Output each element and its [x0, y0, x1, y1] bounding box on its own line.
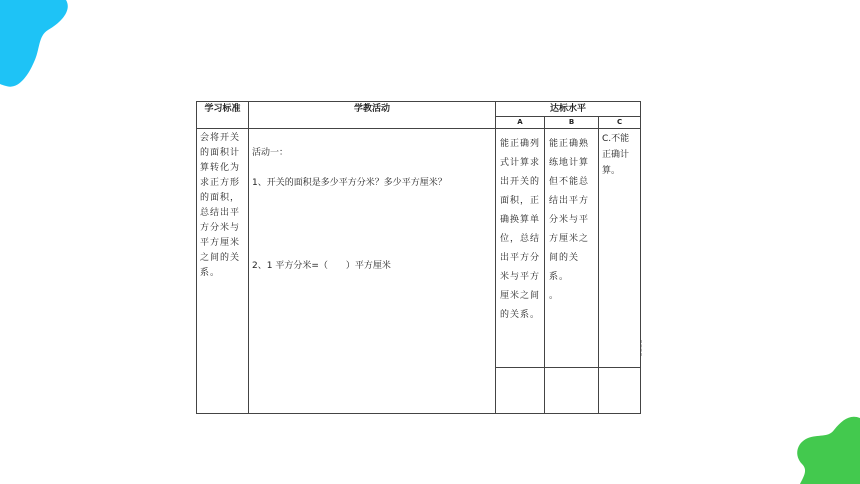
table-row [197, 129, 641, 368]
header-level-a: A [496, 117, 545, 129]
header-activity: 学教活动 [249, 102, 496, 129]
level-b-cell [545, 129, 599, 368]
level-b-text: 能正确熟练地计算但不能总结出平方分米与平方厘米之间的关系。 。 [549, 139, 590, 301]
activity-question-2: 2、1 平方分米=（ ）平方厘米 [252, 261, 391, 271]
header-level-c: C [599, 117, 641, 129]
table-header-row [197, 102, 641, 117]
standard-cell [197, 129, 249, 414]
header-level: 达标水平 [496, 102, 641, 117]
scroll-edge-mark [641, 340, 646, 356]
standard-text: 会将开关的面积计算转化为求正方形的面积，总结出平方分米与平方厘米之间的关系。 [200, 133, 241, 278]
header-level-b: B [545, 117, 599, 129]
activity-title: 活动一： [252, 148, 289, 158]
activity-cell [249, 129, 496, 414]
empty-cell-a [496, 368, 545, 414]
level-c-cell [599, 129, 641, 368]
blue-corner-blob [0, 0, 70, 92]
level-a-text: 能正确列式计算求出开关的面积，正确换算单位，总结出平方分米与平方厘米之间的关系。 [500, 139, 541, 320]
header-standard: 学习标准 [197, 102, 249, 129]
empty-cell-b [545, 368, 599, 414]
level-a-cell [496, 129, 545, 368]
activity-question-1: 1、开关的面积是多少平方分米？多少平方厘米？ [252, 178, 447, 188]
lesson-plan-table [196, 101, 641, 414]
level-c-text: C.不能正确计算。 [602, 134, 630, 176]
green-corner-blob [790, 410, 860, 484]
empty-cell-c [599, 368, 641, 414]
